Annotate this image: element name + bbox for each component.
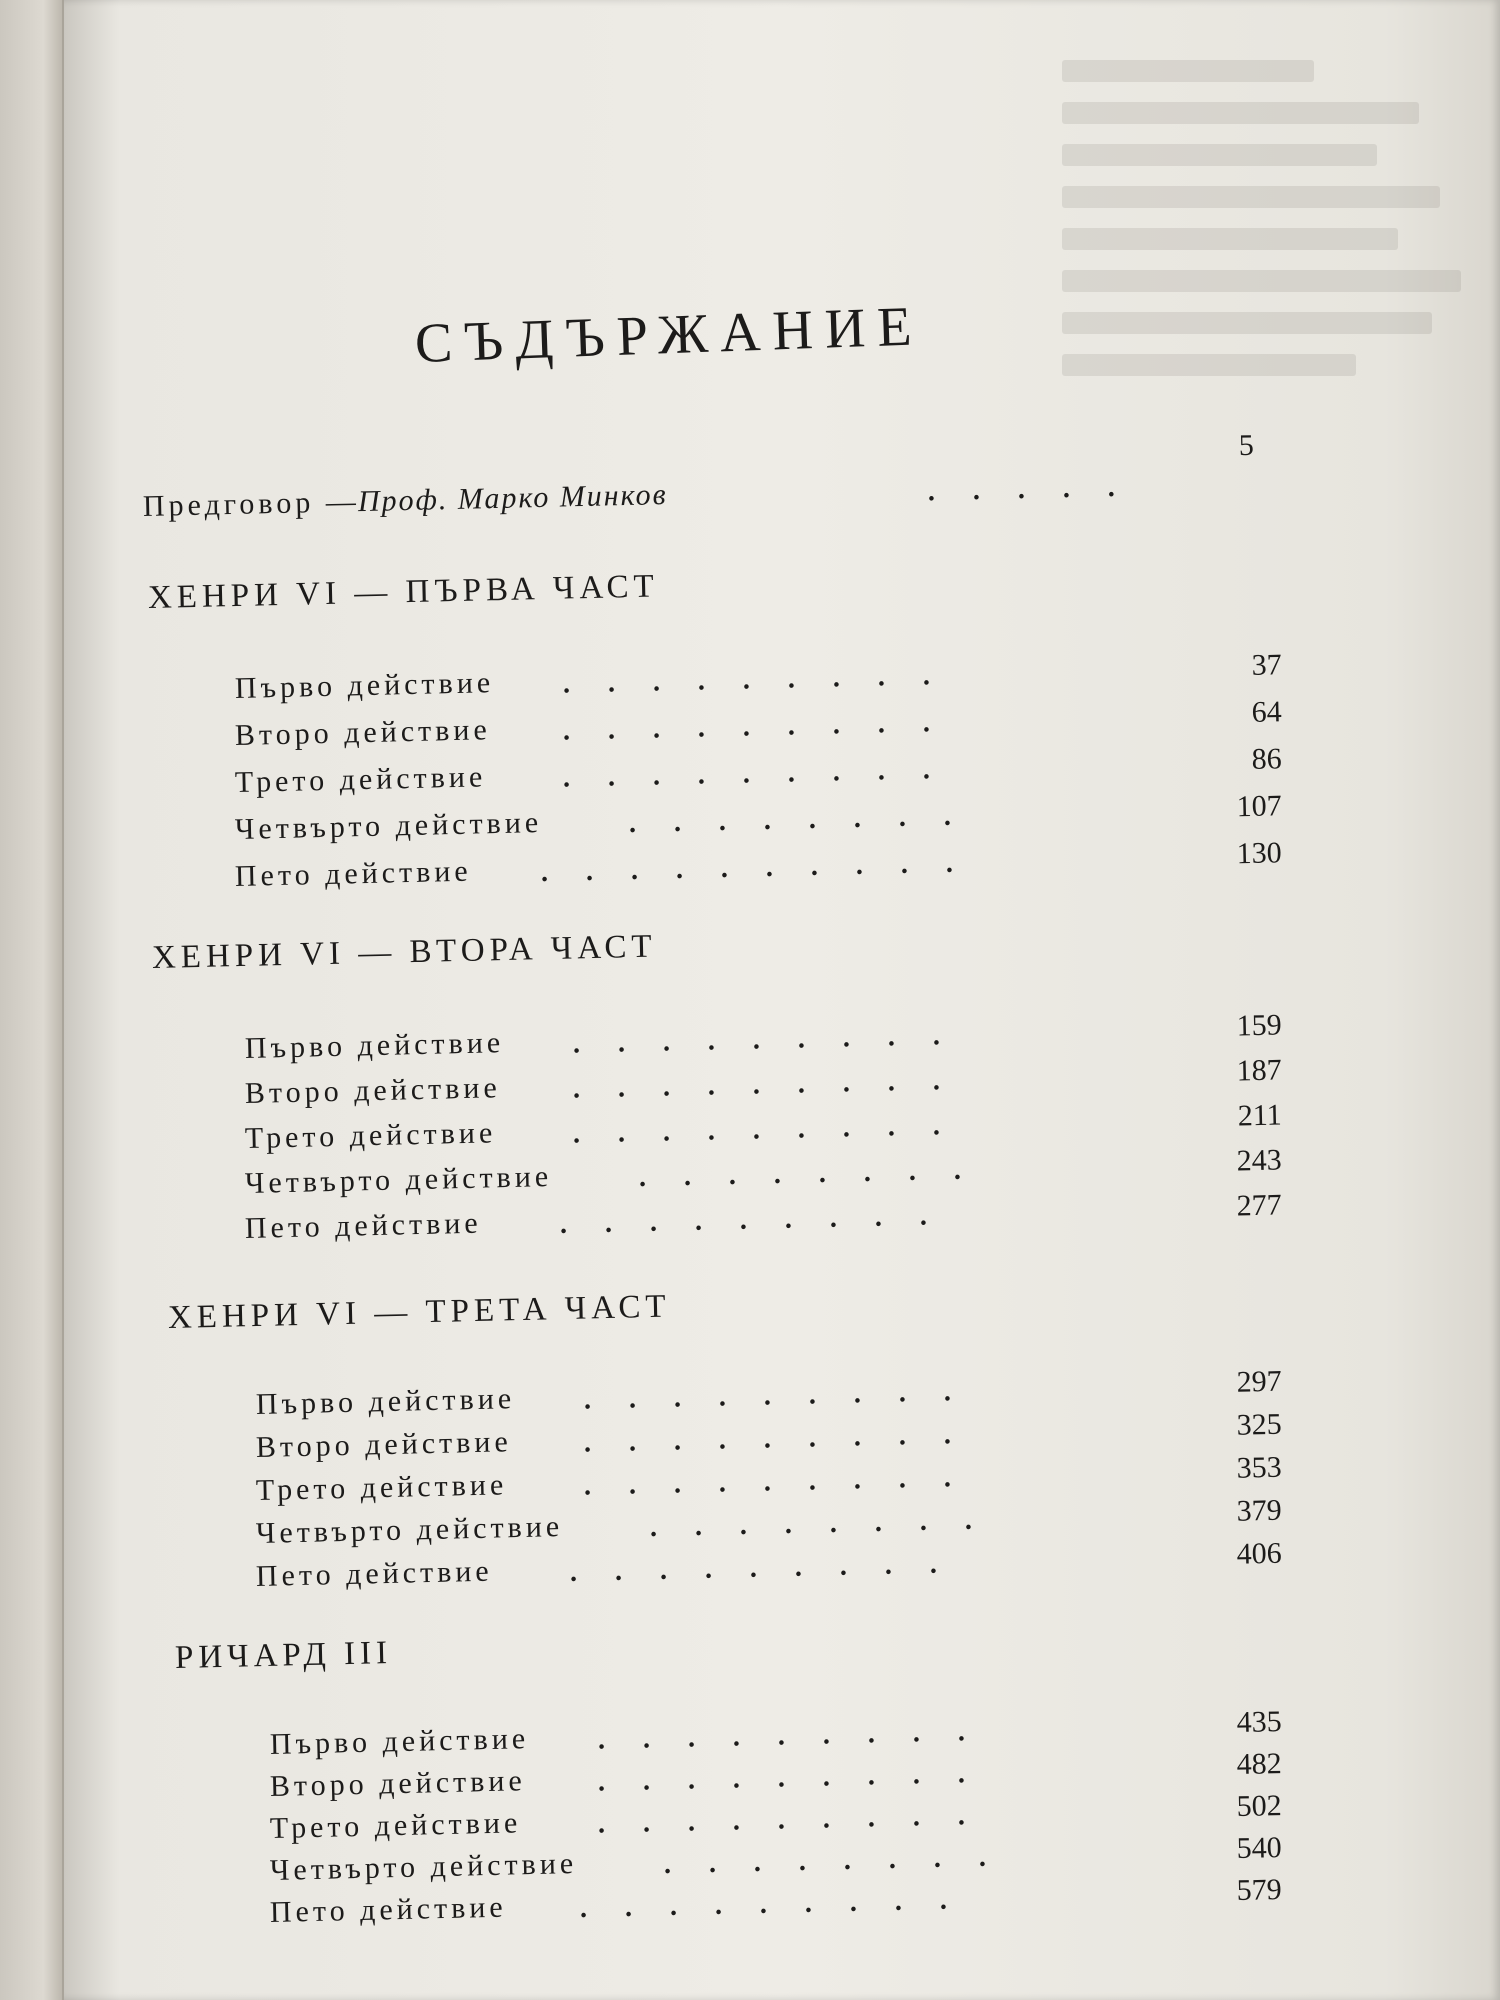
leader-dots: .........: [597, 1757, 1004, 1798]
entry-label: Четвърто действие: [269, 1847, 578, 1887]
entry-label: Второ действие: [255, 1425, 513, 1464]
entry-label: Четвърто действие: [255, 1510, 564, 1550]
page-number: 353: [1236, 1450, 1283, 1485]
page-number: 579: [1236, 1873, 1283, 1908]
section-title[interactable]: ХЕНРИ VI — ПЪРВА ЧАСТ: [147, 568, 660, 616]
bleed-through-text: [1062, 40, 1482, 460]
section-title[interactable]: ХЕНРИ VI — ТРЕТА ЧАСТ: [167, 1288, 671, 1336]
page-number: 107: [1236, 789, 1283, 824]
entry-label: Трето действие: [269, 1806, 522, 1845]
leader-dots: .........: [572, 1064, 979, 1105]
foreword-author: Проф. Марко Минков: [357, 478, 668, 519]
leader-dots: .........: [572, 1019, 979, 1060]
page-number: 502: [1236, 1789, 1283, 1824]
entry-label: Първо действие: [234, 666, 495, 705]
page-number: 37: [1251, 648, 1283, 682]
foreword-label: Предговор —: [142, 485, 361, 523]
entry-label: Трето действие: [234, 760, 487, 799]
leader-dots: ........: [638, 1153, 1000, 1194]
page-number: 297: [1236, 1364, 1283, 1399]
previous-page-edge: [0, 0, 62, 2000]
page-edge-line: [62, 0, 64, 2000]
page-number: 159: [1236, 1008, 1283, 1043]
leader-dots: .........: [562, 706, 969, 747]
page-number: 406: [1236, 1536, 1283, 1571]
page-number: 540: [1236, 1831, 1283, 1866]
page-number: 5: [1238, 428, 1255, 463]
leader-dots: ..........: [540, 846, 992, 889]
leader-dots: .....: [927, 471, 1154, 508]
page-number: 211: [1237, 1098, 1283, 1133]
entry-label: Четвърто действие: [244, 1160, 553, 1200]
leader-dots: ........: [663, 1840, 1025, 1881]
page-number: 187: [1236, 1053, 1283, 1088]
entry-label: Второ действие: [244, 1071, 502, 1110]
page-number: 325: [1236, 1407, 1283, 1442]
page-number: 86: [1251, 742, 1283, 776]
page-title: СЪДЪРЖАНИЕ: [413, 295, 925, 375]
page-number: 379: [1236, 1493, 1283, 1528]
page-number: 64: [1251, 695, 1283, 729]
entry-label: Трето действие: [255, 1468, 508, 1507]
section-title[interactable]: ХЕНРИ VI — ВТОРА ЧАСТ: [151, 928, 658, 976]
page-number: 130: [1236, 836, 1283, 871]
entry-label: Второ действие: [234, 713, 492, 752]
entry-label: Първо действие: [255, 1382, 516, 1421]
page-number: 243: [1236, 1143, 1283, 1178]
leader-dots: .........: [569, 1547, 976, 1588]
entry-label: Второ действие: [269, 1764, 527, 1803]
leader-dots: .........: [562, 753, 969, 794]
leader-dots: .........: [572, 1109, 979, 1150]
leader-dots: .........: [579, 1883, 986, 1924]
leader-dots: .........: [559, 1199, 966, 1240]
entry-label: Четвърто действие: [234, 806, 543, 846]
entry-label: Първо действие: [269, 1722, 530, 1761]
leader-dots: .........: [597, 1799, 1004, 1840]
entry-label: Пето действие: [244, 1206, 483, 1245]
leader-dots: .........: [562, 659, 969, 700]
page-number: 277: [1236, 1188, 1283, 1223]
leader-dots: ........: [649, 1503, 1011, 1544]
page-number: 435: [1236, 1705, 1283, 1740]
section-title[interactable]: РИЧАРД III: [174, 1635, 393, 1676]
entry-label: Пето действие: [255, 1554, 494, 1593]
leader-dots: .........: [583, 1461, 990, 1502]
leader-dots: .........: [583, 1418, 990, 1459]
leader-dots: ........: [628, 799, 990, 840]
entry-label: Първо действие: [244, 1026, 505, 1065]
leader-dots: .........: [597, 1715, 1004, 1756]
entry-label: Пето действие: [234, 854, 473, 893]
page-number: 482: [1236, 1747, 1283, 1782]
leader-dots: .........: [583, 1375, 990, 1416]
entry-label: Пето действие: [269, 1890, 508, 1929]
entry-label: Трето действие: [244, 1116, 497, 1155]
